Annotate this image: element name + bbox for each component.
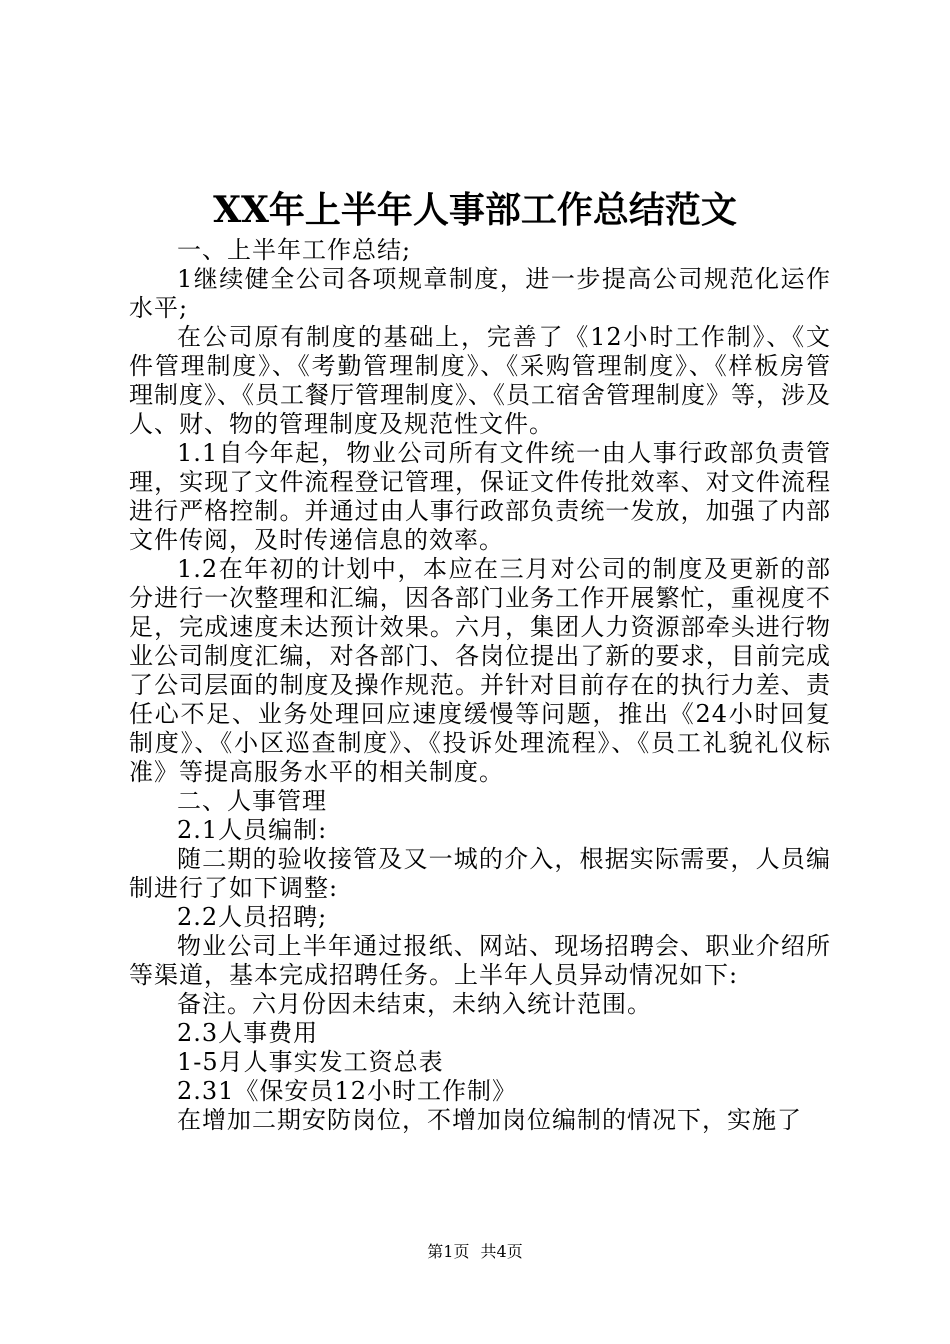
paragraph: 物业公司上半年通过报纸、网站、现场招聘会、职业介绍所等渠道，基本完成招聘任务。上半年人员异动情况如下: [129,932,831,989]
page-number: 第1页 [427,1242,470,1261]
paragraph: 2.2人员招聘; [177,903,328,931]
paragraph: 在公司原有制度的基础上，完善了《12小时工作制》、《文件管理制度》、《考勤管理制度》、《采购管理制度》、《样板房管理制度》、《员工餐厅管理制度》、《员工宿舍管理制度》等，涉及人、财、物的管理制度及规范性文件。 [129,323,831,438]
document-body [129,236,831,1135]
paragraph: 2.1人员编制: [177,816,328,844]
paragraph: 备注。六月份因未结束，未纳入统计范围。 [177,990,652,1018]
paragraph: 1继续健全公司各项规章制度，进一步提高公司规范化运作水平; [129,265,831,322]
paragraph: 1.1自今年起，物业公司所有文件统一由人事行政部负责管理，实现了文件流程登记管理，保证文件传批效率、对文件流程进行严格控制。并通过由人事行政部负责统一发放，加强了内部文件传阅，及时传递信息的效率。 [129,439,831,554]
paragraph: 随二期的验收接管及又一城的介入，根据实际需要，人员编制进行了如下调整: [129,845,831,902]
document-title: XX年上半年人事部工作总结范文 [213,189,737,231]
page-total: 共4页 [480,1242,523,1261]
paragraph: 2.31《保安员12小时工作制》 [177,1077,517,1105]
paragraph: 二、人事管理 [177,787,327,815]
paragraph: 一、上半年工作总结; [177,236,412,264]
paragraph: 1.2在年初的计划中，本应在三月对公司的制度及更新的部分进行一次整理和汇编，因各部门业务工作开展繁忙，重视度不足，完成速度未达预计效果。六月，集团人力资源部牵头进行物业公司制度汇编，对各部门、各岗位提出了新的要求，目前完成了公司层面的制度及操作规范。并针对目前存在的执行力差、责任心不足、业务处理回应速度缓慢等问题，推出《24小时回复制度》、《小区巡查制度》、《投诉处理流程》、《员工礼貌礼仪标准》等提高服务水平的相关制度。 [129,555,831,786]
paragraph: 在增加二期安防岗位，不增加岗位编制的情况下，实施了 [177,1106,802,1134]
page-footer [0,1242,950,1262]
paragraph: 2.3人事费用 [177,1019,319,1047]
paragraph: 1-5月人事实发工资总表 [177,1048,444,1076]
